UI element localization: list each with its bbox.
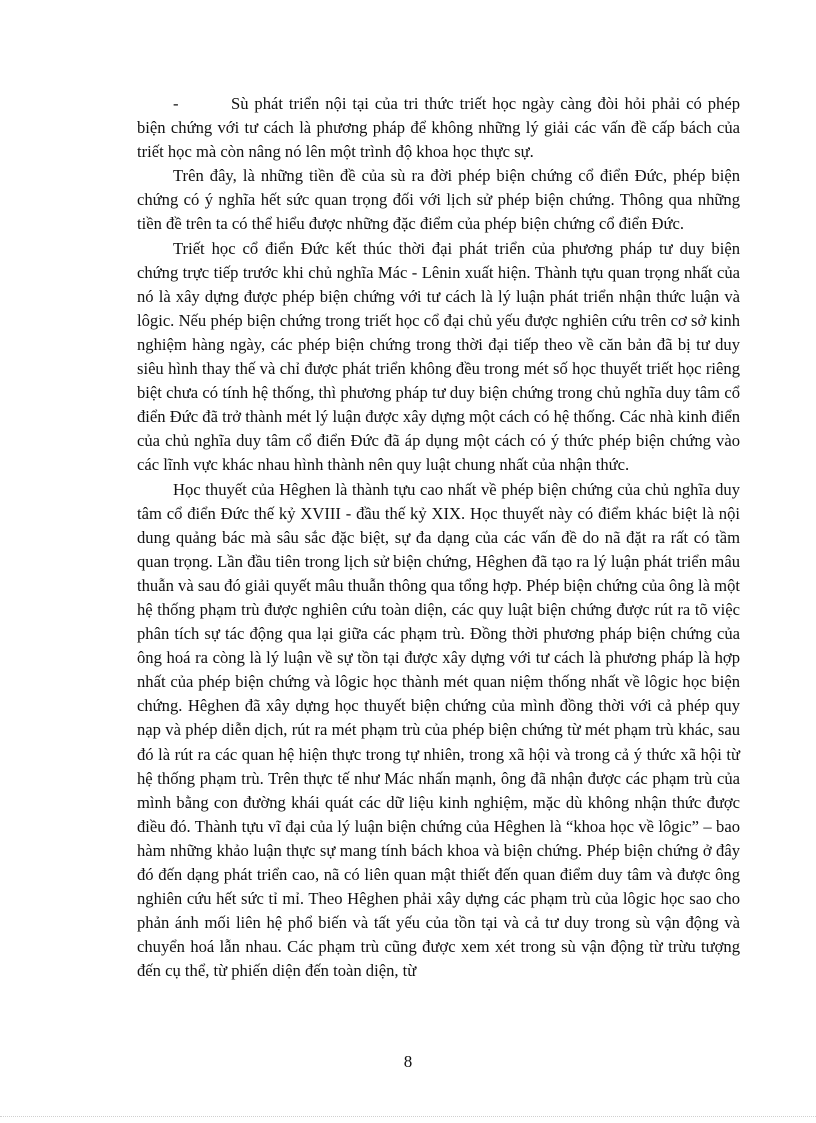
footer-divider (0, 1116, 816, 1117)
paragraph: Học thuyết của Hêghen là thành tựu cao nhất về phép biện chứng của chủ nghĩa duy tâm cổ điển Đức thế kỷ XVIII - đầu thế kỷ XIX. Học thuyết này có điểm khác biệt là nội dung quảng bác mà sâu sắc đặc biệt, sự đa dạng của các vấn đề do nã đặt ra rất có tầm quan trọng. Lần đầu tiên trong lịch sử biện chứng, Hêghen đã tạo ra lý luận phát triển mâu thuẫn và sau đó giải quyết mâu thuẫn thông qua tổng hợp. Phép biện chứng của ông là một hệ thống phạm trù được nghiên cứu toàn diện, các quy luật biện chứng được rút ra tõ việc phân tích sự tác động qua lại giữa các phạm trù. Đồng thời phương pháp biện chứng của ông hoá ra còng là lý luận về sự tồn tại được xây dựng với tư cách là phương pháp là hợp nhất của phép biện chứng và lôgic học thành mét quan niệm thống nhất về lôgic học biện chứng. Hêghen đã xây dựng học thuyết biện chứng của mình đồng thời với cả phép quy nạp và phép diễn dịch, rút ra mét phạm trù của phép biện chứng từ mét phạm trù khác, sau đó là rút ra các quan hệ hiện thực trong tự nhiên, trong xã hội và trong cả ý thức xã hội từ hệ thống phạm trù. Trên thực tế như Mác nhấn mạnh, ông đã nhận được các phạm trù của mình bằng con đường khái quát các dữ liệu kinh nghiệm, mặc dù không nhận thức được điều đó. Thành tựu vĩ đại của lý luận biện chứng của Hêghen là “khoa học về lôgic” – bao hàm những khảo luận thực sự mang tính bách khoa và biện chứng. Phép biện chứng ở đây đó đến dạng phát triển cao, nã có liên quan mật thiết đến quan điểm duy tâm và được ông nghiên cứu hết sức tỉ mỉ. Theo Hêghen phải xây dựng các phạm trù của lôgic học sao cho phản ánh mối liên hệ phổ biến và tất yếu của tồn tại và cả tư duy trong sù vận động và chuyển hoá lẫn nhau. Các phạm trù cũng được xem xét trong sù vận động từ trừu tượng đến cụ thể, từ phiến diện đến toàn diện, từ (137, 479, 740, 981)
bullet-marker: - (173, 94, 179, 113)
document-body (137, 92, 740, 983)
paragraph: Trên đây, là những tiền đề của sù ra đời phép biện chứng cổ điển Đức, phép biện chứng có ý nghĩa hết sức quan trọng đối với lịch sử phép biện chứng. Thông qua những tiền đề trên ta có thể hiểu được những đặc điểm của phép biện chứng cổ điển Đức. (137, 166, 740, 234)
bullet-paragraph (137, 92, 740, 164)
paragraph: Triết học cổ điển Đức kết thúc thời đại phát triển của phương pháp tư duy biện chứng trực tiếp trước khi chủ nghĩa Mác - Lênin xuất hiện. Thành tựu quan trọng nhất của nó là xây dựng được phép biện chứng với tư cách là lý luận phát triển nhận thức luận và lôgic. Nếu phép biện chứng trong triết học cổ đại chủ yếu được nghiên cứu trên cơ sở kinh nghiệm hàng ngày, các phép biện chứng trong thời đại tiếp theo về căn bản đã bị tư duy siêu hình thay thế và chỉ được phát triển không đều trong mét số học thuyết triết học riêng biệt chưa có tính hệ thống, thì phương pháp tư duy biện chứng trong chủ nghĩa duy tâm cổ điển Đức đã trở thành mét lý luận được xây dựng một cách có hệ thống. Các nhà kinh điển của chủ nghĩa duy tâm cổ điển Đức đã áp dụng một cách có ý thức phép biện chứng vào các lĩnh vực khác nhau hình thành nên quy luật chung nhất của nhận thức. (137, 238, 740, 475)
page-number: 8 (403, 1052, 413, 1071)
paragraph-text: Sù phát triển nội tại của tri thức triết học ngày càng đòi hỏi phải có phép biện chứng với tư cách là phương pháp để không những lý giải các vấn đề cấp bách của triết học mà còn nâng nó lên một trình độ khoa học thực sự. (137, 94, 740, 162)
